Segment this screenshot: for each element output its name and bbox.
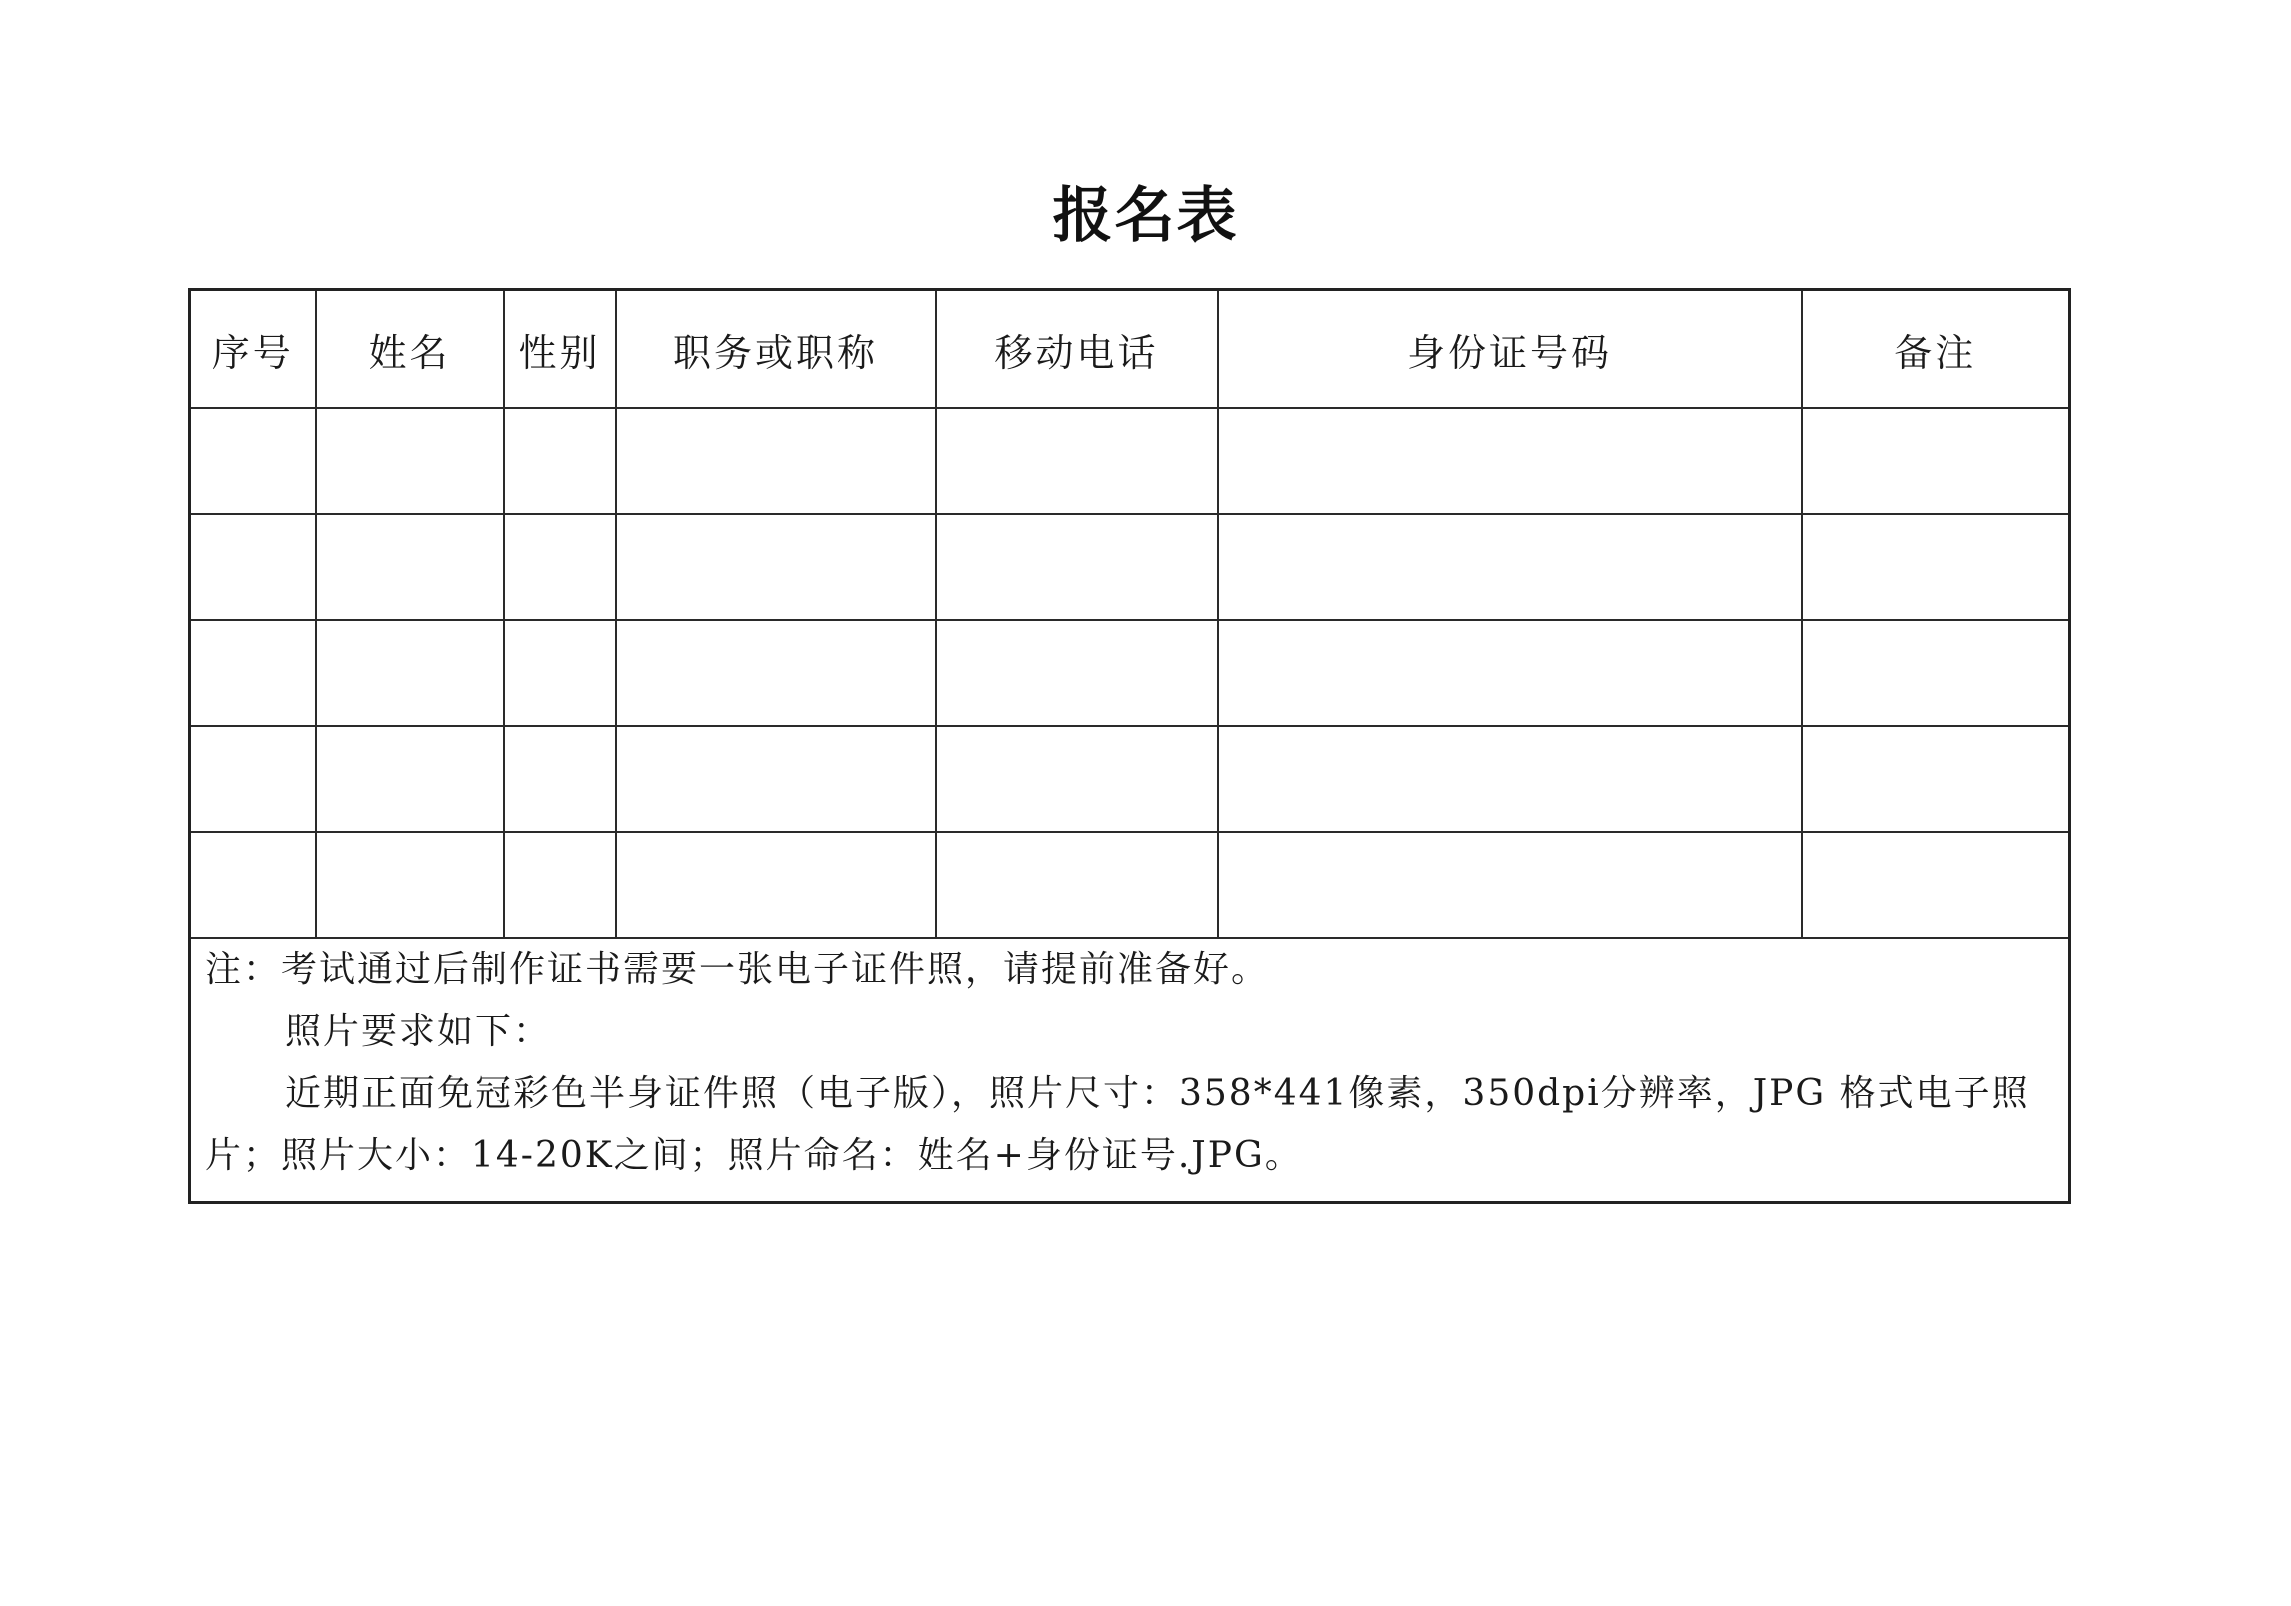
cell-mobile-phone[interactable] [936, 620, 1218, 726]
header-serial-number: 序号 [190, 290, 316, 409]
cell-mobile-phone[interactable] [936, 832, 1218, 938]
cell-serial-number[interactable] [190, 726, 316, 832]
form-title: 报名表 [1052, 181, 1239, 251]
header-id-number: 身份证号码 [1218, 290, 1802, 409]
table-row [190, 620, 2070, 726]
cell-gender[interactable] [504, 620, 616, 726]
cell-remarks[interactable] [1802, 726, 2070, 832]
cell-name[interactable] [316, 514, 504, 620]
cell-name[interactable] [316, 620, 504, 726]
table-row [190, 408, 2070, 514]
cell-remarks[interactable] [1802, 620, 2070, 726]
cell-position-title[interactable] [616, 832, 936, 938]
header-name: 姓名 [316, 290, 504, 409]
header-position-title: 职务或职称 [616, 290, 936, 409]
cell-position-title[interactable] [616, 620, 936, 726]
cell-id-number[interactable] [1218, 620, 1802, 726]
cell-gender[interactable] [504, 726, 616, 832]
notes-row [190, 938, 2070, 1203]
cell-mobile-phone[interactable] [936, 408, 1218, 514]
note-line-1: 注：考试通过后制作证书需要一张电子证件照，请提前准备好。 [205, 949, 1270, 990]
note-line-2: 照片要求如下： [285, 1011, 552, 1052]
cell-gender[interactable] [504, 514, 616, 620]
cell-gender[interactable] [504, 408, 616, 514]
cell-position-title[interactable] [616, 408, 936, 514]
cell-remarks[interactable] [1802, 514, 2070, 620]
header-gender: 性别 [504, 290, 616, 409]
header-row [190, 290, 2070, 409]
cell-remarks[interactable] [1802, 832, 2070, 938]
cell-position-title[interactable] [616, 726, 936, 832]
cell-mobile-phone[interactable] [936, 514, 1218, 620]
cell-name[interactable] [316, 408, 504, 514]
cell-id-number[interactable] [1218, 832, 1802, 938]
table-row [190, 832, 2070, 938]
cell-serial-number[interactable] [190, 514, 316, 620]
cell-mobile-phone[interactable] [936, 726, 1218, 832]
notes-cell [190, 938, 2070, 1203]
cell-serial-number[interactable] [190, 832, 316, 938]
cell-name[interactable] [316, 726, 504, 832]
cell-id-number[interactable] [1218, 726, 1802, 832]
header-mobile-phone: 移动电话 [936, 290, 1218, 409]
cell-id-number[interactable] [1218, 514, 1802, 620]
cell-gender[interactable] [504, 832, 616, 938]
cell-id-number[interactable] [1218, 408, 1802, 514]
note-line-3: 近期正面免冠彩色半身证件照（电子版），照片尺寸：358*441像素，350dpi分辨率，JPG 格式电子照片；照片大小：14-20K之间；照片命名：姓名+身份证号.JPG。 [205, 1073, 2030, 1176]
cell-name[interactable] [316, 832, 504, 938]
cell-serial-number[interactable] [190, 620, 316, 726]
cell-remarks[interactable] [1802, 408, 2070, 514]
table-row [190, 726, 2070, 832]
cell-position-title[interactable] [616, 514, 936, 620]
table-row [190, 514, 2070, 620]
cell-serial-number[interactable] [190, 408, 316, 514]
registration-table [188, 288, 2071, 1204]
header-remarks: 备注 [1802, 290, 2070, 409]
